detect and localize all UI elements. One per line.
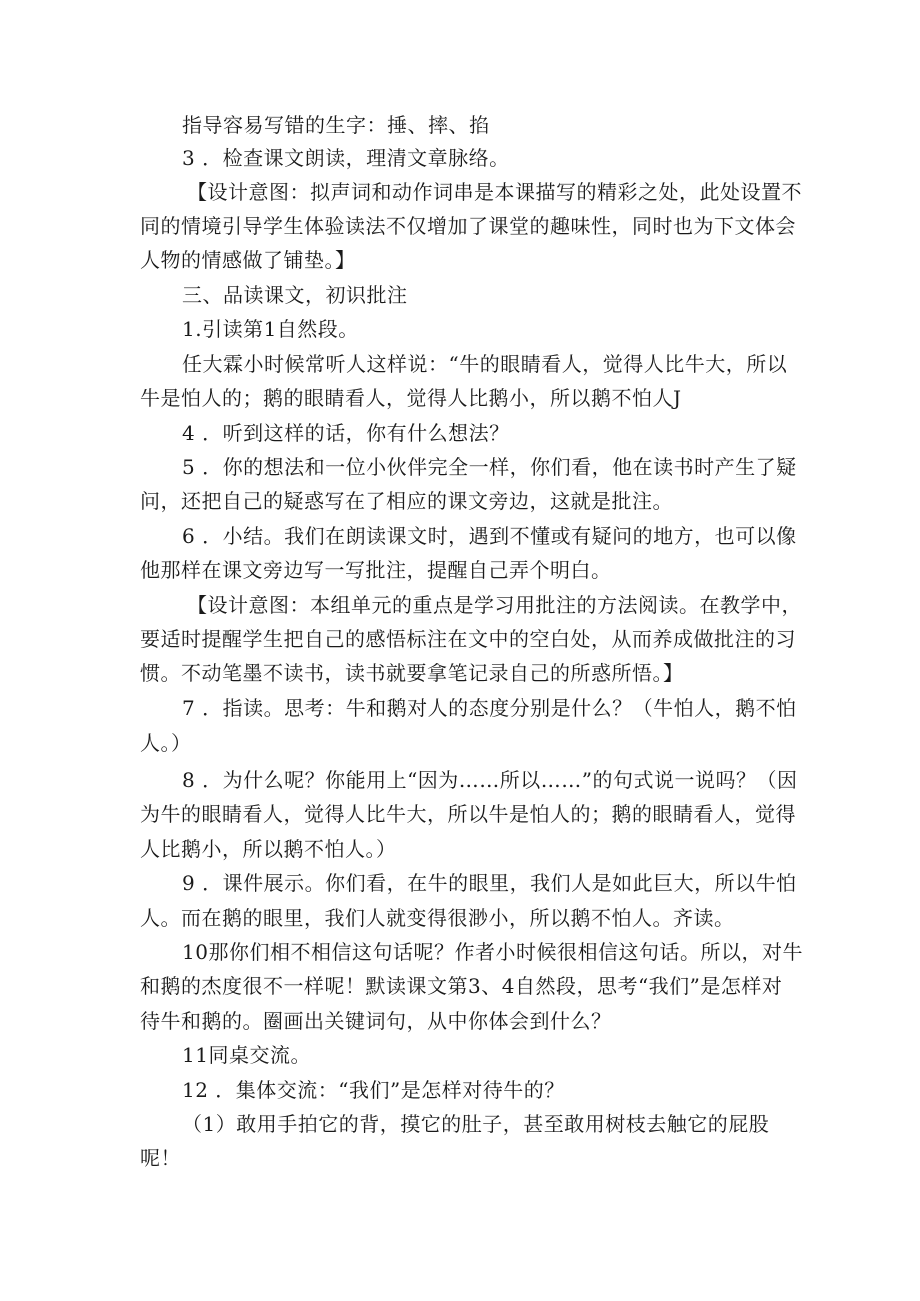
design-intent-line: 惯。不动笔墨不读书，读书就要拿笔记录自己的所惑所悟。】: [140, 661, 684, 685]
section-heading: 三、品读课文，初识批注: [182, 283, 408, 307]
text-line: 任大霖小时候常听人这样说：“牛的眼睛看人，觉得人比牛大，所以: [182, 352, 788, 376]
design-intent-line: 人物的情感做了铺垫。】: [140, 248, 356, 272]
text-line: 牛是怕人的；鹅的眼睛看人，觉得人比鹅小，所以鹅不怕人J: [140, 386, 682, 410]
text-line: 8 ．为什么呢？你能用上“因为……所以……”的句式说一说吗？（因: [182, 768, 798, 792]
text-line: 问，还把自己的疑惑写在了相应的课文旁边，这就是批注。: [140, 489, 673, 513]
text-line: 指导容易写错的生字：捶、摔、掐: [182, 113, 490, 137]
text-line: 11同桌交流。: [182, 1043, 311, 1067]
text-line: 9 ．课件展示。你们看，在牛的眼里，我们人是如此巨大，所以牛怕: [182, 871, 797, 895]
text-line: 6 ．小结。我们在朗读课文时，遇到不懂或有疑问的地方，也可以像: [182, 524, 797, 548]
text-line: 10那你们相不相信这句话呢？作者小时候很相信这句话。所以，对牛: [182, 940, 803, 964]
design-intent-line: 要适时提醒学生把自己的感悟标注在文中的空白处，从而养成做批注的习: [140, 627, 796, 651]
text-line: 1.引读第1自然段。: [182, 317, 359, 341]
text-line: 12 ．集体交流：“我们”是怎样对待牛的？: [182, 1078, 565, 1102]
design-intent-line: 【设计意图：本组单元的重点是学习用批注的方法阅读。在教学中，: [187, 593, 802, 617]
text-line: 人。）: [140, 731, 192, 755]
text-line: 7 ．指读。思考：牛和鹅对人的态度分别是什么？（牛怕人，鹅不怕: [182, 696, 797, 720]
text-line: 人比鹅小，所以鹅不怕人。）: [140, 837, 397, 861]
text-line: 5 ．你的想法和一位小伙伴完全一样，你们看，他在读书时产生了疑: [182, 455, 797, 479]
text-line: 呢！: [140, 1146, 181, 1170]
text-line: 他那样在课文旁边写一写批注，提醒自己弄个明白。: [140, 558, 612, 582]
design-intent-line: 【设计意图：拟声词和动作词串是本课描写的精彩之处，此处设置不: [187, 180, 802, 204]
text-line: 和鹅的杰度很不一样呢！默读课文第3、4自然段，思考“我们”是怎样对: [140, 974, 783, 998]
text-line: 待牛和鹅的。圈画出关键词句，从中你体会到什么？: [140, 1009, 612, 1033]
text-line: 3 ．检查课文朗读，理清文章脉络。: [182, 146, 510, 170]
text-line: 4 ．听到这样的话，你有什么想法？: [182, 421, 510, 445]
design-intent-line: 同的情境引导学生体验读法不仅增加了课堂的趣味性，同时也为下文体会: [140, 214, 796, 238]
text-line: 为牛的眼睛看人，觉得人比牛大，所以牛是怕人的；鹅的眼睛看人，觉得: [140, 802, 796, 826]
text-line: 人。而在鹅的眼里，我们人就变得很渺小，所以鹅不怕人。齐读。: [140, 906, 735, 930]
text-line: （1）敢用手拍它的背，摸它的肚子，甚至敢用树枝去触它的屁股: [182, 1112, 770, 1136]
